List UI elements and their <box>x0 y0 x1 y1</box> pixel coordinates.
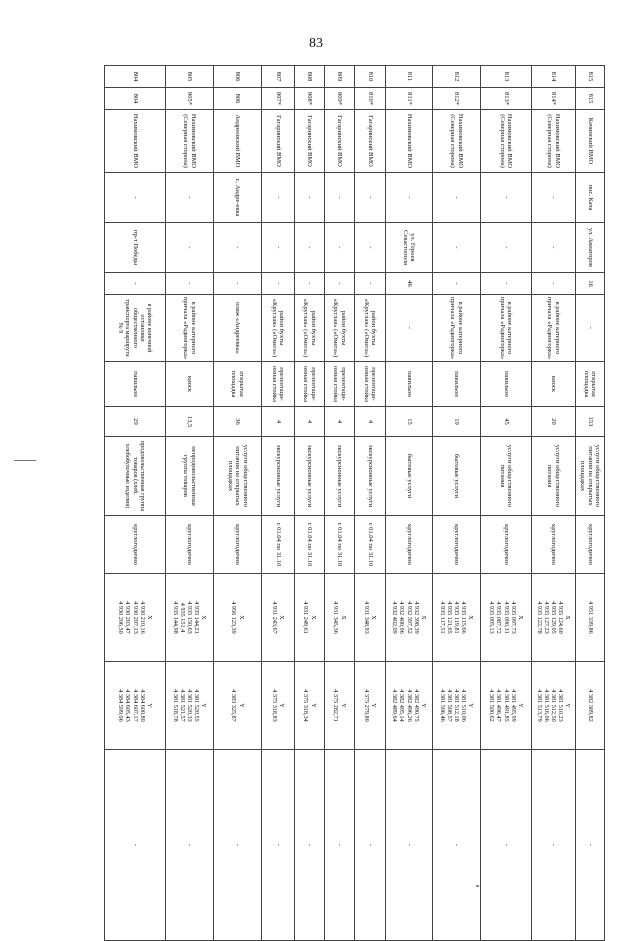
table-row <box>166 66 214 941</box>
cell-coord-x: X 4 932 398,39 4 932 397,52 4 932 400,96 4 932 402,09 <box>386 574 433 662</box>
table-row <box>386 66 433 941</box>
cell-house: - <box>295 273 325 295</box>
cell-specialization: экскурсионные услуги <box>355 437 386 516</box>
cell-coord-x: X 4 930 210,16 4 930 207,13 4 930 203,47 4 930 206,50 <box>105 574 166 662</box>
cell-district: Гагаринский ВМО <box>262 110 295 173</box>
cell-specialization: бытовые услуги <box>433 437 481 516</box>
cell-object-type: киоск <box>532 362 576 407</box>
cell-house: - <box>355 273 386 295</box>
cell-district: Нахимовский ВМО <box>386 110 433 173</box>
cell-coord-y: Y 4 383 325,87 <box>214 662 262 750</box>
cell-landmark: в районе катерного причала «Радиогорка» <box>481 295 532 362</box>
cell-landmark: - <box>576 295 605 362</box>
cell-landmark: пляж «Андреевка» <box>214 295 262 362</box>
cell-id: 814* <box>532 88 576 110</box>
cell-period: круглогодично <box>214 516 262 574</box>
cell-no: 806 <box>214 66 262 88</box>
cell-id: 807* <box>262 88 295 110</box>
cell-landmark: в районе катерного причала «Радиогорка» <box>166 295 214 362</box>
cell-house: - <box>481 273 532 295</box>
cell-no: 805 <box>166 66 214 88</box>
cell-locality: - <box>481 173 532 223</box>
cell-locality: - <box>105 173 166 223</box>
cell-period: круглогодично <box>532 516 576 574</box>
cell-locality: - <box>386 173 433 223</box>
cell-house: - <box>214 273 262 295</box>
cell-area: 13,5 <box>166 407 214 437</box>
cell-landmark: - <box>386 295 433 362</box>
cell-id: 815 <box>576 88 605 110</box>
cell-coord-x: X 4 935 115,66 4 935 119,81 4 935 121,65 4 935 117,51 <box>433 574 481 662</box>
table-row <box>532 66 576 941</box>
cell-area: 45 <box>481 407 532 437</box>
cell-house: - <box>262 273 295 295</box>
cell-coord-x: X 4 931 345,36 <box>325 574 355 662</box>
cell-street: - <box>433 223 481 273</box>
cell-locality: - <box>295 173 325 223</box>
cell-street: ул. Авиаторов <box>576 223 605 273</box>
cell-district: Качинский ВМО <box>576 110 605 173</box>
cell-coord-x: X 4 931 348,93 <box>355 574 386 662</box>
cell-house: - <box>166 273 214 295</box>
cell-object-type: презентаци-онная стойка <box>295 362 325 407</box>
cell-id: 811* <box>386 88 433 110</box>
table-row <box>433 66 481 941</box>
cell-id: 808* <box>295 88 325 110</box>
cell-id: 804 <box>105 88 166 110</box>
cell-extra: - <box>325 750 355 941</box>
cell-period: круглогодично <box>166 516 214 574</box>
cell-house: - <box>325 273 355 295</box>
cell-district: Гагаринский ВМО <box>325 110 355 173</box>
cell-specialization: бытовые услуги <box>386 437 433 516</box>
cell-id: 810* <box>355 88 386 110</box>
cell-no: 813 <box>481 66 532 88</box>
cell-house: - <box>105 273 166 295</box>
cell-district: Нахимовский ВМО (Северная сторона) <box>532 110 576 173</box>
cell-id: 812* <box>433 88 481 110</box>
cell-object-type: открытая площадка <box>214 362 262 407</box>
cell-district: Нахимовский ВМО <box>105 110 166 173</box>
cell-landmark: в районе катерного причала «Радиогорка» <box>532 295 576 362</box>
cell-district: Гагаринский ВМО <box>355 110 386 173</box>
cell-landmark: район бухты «Круглая» («Омега») <box>295 295 325 362</box>
cell-specialization: экскурсионные услуги <box>262 437 295 516</box>
cell-specialization: экскурсионные услуги <box>295 437 325 516</box>
scan-mark <box>14 460 36 461</box>
cell-no: 804 <box>105 66 166 88</box>
cell-coord-y: Y 4 384 600,80 4 384 607,17 4 384 605,43 4 384 599,06 <box>105 662 166 750</box>
cell-district: Нахимовский ВМО (Северная сторона) <box>481 110 532 173</box>
cell-locality: - <box>262 173 295 223</box>
table-row <box>355 66 386 941</box>
cell-locality: - <box>433 173 481 223</box>
cell-coord-y: Y 4 375 318,34 <box>295 662 325 750</box>
cell-object-type: павильон <box>386 362 433 407</box>
cell-area: 36 <box>214 407 262 437</box>
cell-house: 46 <box>386 273 433 295</box>
cell-extra: - <box>214 750 262 941</box>
cell-street: - <box>166 223 214 273</box>
cell-area: 4 <box>355 407 386 437</box>
cell-landmark: район бухты «Круглая» («Омега») <box>355 295 386 362</box>
cell-extra: - <box>481 750 532 941</box>
cell-id: 805* <box>166 88 214 110</box>
cell-district: Гагаринский ВМО <box>295 110 325 173</box>
cell-object-type: презентаци-онная стойка <box>325 362 355 407</box>
cell-street: ул. Героев Севастополя <box>386 223 433 273</box>
cell-specialization: экскурсионные услуги <box>325 437 355 516</box>
cell-landmark: в районе катерного причала «Радиогорка» <box>433 295 481 362</box>
cell-locality: - <box>325 173 355 223</box>
cell-extra: - <box>433 750 481 941</box>
cell-street: - <box>355 223 386 273</box>
cell-area: 20 <box>532 407 576 437</box>
cell-area: 153 <box>576 407 605 437</box>
cell-area: 4 <box>325 407 355 437</box>
cell-street: - <box>532 223 576 273</box>
cell-street: - <box>214 223 262 273</box>
cell-no: 815 <box>576 66 605 88</box>
cell-street: - <box>295 223 325 273</box>
cell-coord-y: Y 4 382 490,75 4 382 496,26 4 382 495,14 4 382 489,64 <box>386 662 433 750</box>
cell-landmark: район бухты «Круглая» («Омега») <box>325 295 355 362</box>
cell-id: 809* <box>325 88 355 110</box>
cell-no: 809 <box>325 66 355 88</box>
cell-locality: с. Андре-евка <box>214 173 262 223</box>
cell-coord-x: X 4 935 097,73 4 935 090,31 4 935 087,72 4 935 095,13 <box>481 574 532 662</box>
cell-period: с 01.04 по 31.10 <box>262 516 295 574</box>
cell-period: с 01.04 по 31.10 <box>295 516 325 574</box>
cell-period: круглогодично <box>576 516 605 574</box>
cell-id: 806 <box>214 88 262 110</box>
cell-area: 15 <box>386 407 433 437</box>
cell-area: 29 <box>105 407 166 437</box>
cell-specialization: услуги общественного питания на открытых площадках <box>576 437 605 516</box>
cell-no: 814 <box>532 66 576 88</box>
cell-coord-x: 4 951 339,86 <box>576 574 605 662</box>
cell-street: - <box>481 223 532 273</box>
cell-object-type: киоск <box>166 362 214 407</box>
cell-street: - <box>262 223 295 273</box>
cell-house: - <box>433 273 481 295</box>
table-row <box>105 66 166 941</box>
cell-no: 810 <box>355 66 386 88</box>
cell-extra: - <box>105 750 166 941</box>
cell-period: круглогодично <box>386 516 433 574</box>
trade-objects-table <box>104 65 605 941</box>
cell-object-type: павильон <box>105 362 166 407</box>
table-row <box>481 66 532 941</box>
table-row <box>262 66 295 941</box>
cell-object-type: открытая площадка <box>576 362 605 407</box>
cell-period: круглогодично <box>481 516 532 574</box>
cell-specialization: услуги общественного питания <box>481 437 532 516</box>
cell-street: - <box>325 223 355 273</box>
cell-extra: - <box>386 750 433 941</box>
cell-extra: - <box>576 750 605 941</box>
cell-locality: - <box>532 173 576 223</box>
cell-coord-x: X 4 956 123,39 <box>214 574 262 662</box>
cell-specialization: непродовольственная группа товаров <box>166 437 214 516</box>
cell-coord-x: X 4 931 243,67 <box>262 574 295 662</box>
cell-coord-y: Y 4 381 510,06 4 381 512,18 4 381 508,57 4 381 506,46 <box>433 662 481 750</box>
cell-period: с 01.04 по 31.10 <box>325 516 355 574</box>
cell-extra: - <box>355 750 386 941</box>
cell-locality: - <box>355 173 386 223</box>
cell-district: Нахимовский ВМО (Северная сторона) <box>166 110 214 173</box>
cell-object-type: павильон <box>481 362 532 407</box>
cell-street: пр-т Победы <box>105 223 166 273</box>
cell-locality: - <box>166 173 214 223</box>
cell-no: 807 <box>262 66 295 88</box>
cell-coord-y: Y 4 375 318,83 <box>262 662 295 750</box>
cell-area: 4 <box>295 407 325 437</box>
cell-coord-x: X 4 931 249,61 <box>295 574 325 662</box>
table-row <box>576 66 605 941</box>
page-number: 83 <box>309 36 323 51</box>
cell-period: с 01.04 по 31.10 <box>355 516 386 574</box>
cell-specialization: услуги общественного питания на открытых площадках <box>214 437 262 516</box>
cell-object-type: презентаци-онная стойка <box>262 362 295 407</box>
cell-extra: - <box>532 750 576 941</box>
cell-area: 19 <box>433 407 481 437</box>
cell-object-type: павильон <box>433 362 481 407</box>
cell-coord-x: X 4 935 124,60 4 935 129,05 4 935 127,23 4 935 122,78 <box>532 574 576 662</box>
cell-extra: - <box>295 750 325 941</box>
cell-specialization: продовольственная группа товаров (хлеб, хлебобулочные изделия) <box>105 437 166 516</box>
cell-coord-y: 4 382 389,82 <box>576 662 605 750</box>
cell-coord-y: Y 4 375 279,80 <box>355 662 386 750</box>
cell-landmark: в районе конечной остановки общественного транспорта маршрута № 9 <box>105 295 166 362</box>
table-row <box>325 66 355 941</box>
cell-area: 4 <box>262 407 295 437</box>
cell-specialization: услуги общественного питания <box>532 437 576 516</box>
cell-coord-y: Y 4 381 520,55 4 381 520,33 4 381 521,57 4 381 518,78 <box>166 662 214 750</box>
cell-landmark: район бухты «Круглая» («Омега») <box>262 295 295 362</box>
cell-period: круглогодично <box>433 516 481 574</box>
cell-coord-y: Y 4 381 495,99 4 381 491,85 4 381 496,47 4 381 500,62 <box>481 662 532 750</box>
cell-coord-y: Y 4 381 510,23 4 381 512,50 4 381 516,06 4 381 513,79 <box>532 662 576 750</box>
cell-coord-y: Y 4 375 282,71 <box>325 662 355 750</box>
cell-house: - <box>532 273 576 295</box>
cell-no: 808 <box>295 66 325 88</box>
table-row <box>214 66 262 941</box>
cell-district: Нахимовский ВМО (Северная сторона) <box>433 110 481 173</box>
cell-object-type: презентаци-онная стойка <box>355 362 386 407</box>
cell-district: Андреевский ВМО <box>214 110 262 173</box>
cell-no: 812 <box>433 66 481 88</box>
cell-locality: пос. Кача <box>576 173 605 223</box>
cell-no: 811 <box>386 66 433 88</box>
cell-coord-x: X 4 935 144,21 4 935 150,63 4 935 151,4 4 935 144,98 <box>166 574 214 662</box>
cell-extra: - <box>262 750 295 941</box>
table-row <box>295 66 325 941</box>
cell-house: 16 <box>576 273 605 295</box>
cell-period: круглогодично <box>105 516 166 574</box>
cell-id: 813* <box>481 88 532 110</box>
rotated-table-container <box>105 65 605 847</box>
cell-extra: - <box>166 750 214 941</box>
